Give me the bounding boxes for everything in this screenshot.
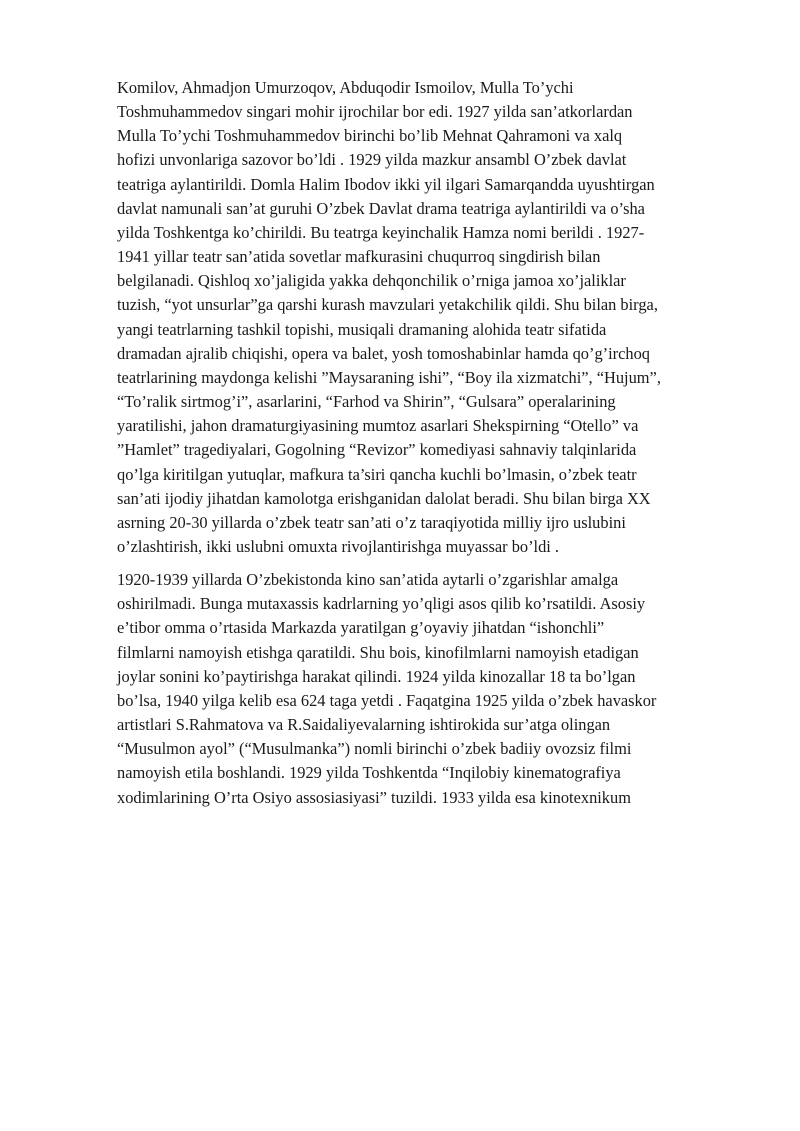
text-line: Toshmuhammedov singari mohir ijrochilar bor edi. 1927 yilda san’atkorlardan <box>117 102 633 122</box>
text-line: belgilanadi. Qishloq xo’jaligida yakka dehqonchilik o’rniga jamoa xo’jaliklar <box>117 271 626 291</box>
text-line: teatriga aylantirildi. Domla Halim Ibodov ikki yil ilgari Samarqandda uyushtirgan <box>117 174 655 194</box>
text-line: “Musulmon ayol” (“Musulmanka”) nomli birinchi o’zbek badiiy ovozsiz filmi <box>117 739 632 759</box>
text-line: 1941 yillar teatr san’atida sovetlar mafkurasini chuqurroq singdirish bilan <box>117 247 601 267</box>
text-line: o’zlashtirish, ikki uslubni omuxta rivojlantirishga muyassar bo’ldi . <box>117 536 560 556</box>
text-line: qo’lga kiritilgan yutuqlar, mafkura ta’siri qancha kuchli bo’lmasin, o’zbek teatr <box>117 464 637 484</box>
text-line: dramadan ajralib chiqishi, opera va balet, yosh tomoshabinlar hamda qo’g’irchoq <box>117 343 650 363</box>
text-line: yaratilishi, jahon dramaturgiyasining mumtoz asarlari Shekspirning “Otello” va <box>117 416 639 436</box>
text-line: asrning 20-30 yillarda o’zbek teatr san’ati o’z taraqiyotida milliy ijro uslubini <box>117 512 626 532</box>
text-line: artistlari S.Rahmatova va R.Saidaliyevalarning ishtirokida sur’atga olingan <box>117 715 611 735</box>
text-line: Komilov, Ahmadjon Umurzoqov, Abduqodir Ismoilov, Mulla To’ychi <box>117 78 574 97</box>
text-line: hofizi unvonlariga sazovor bo’ldi . 1929 yilda mazkur ansambl O’zbek davlat <box>117 150 627 170</box>
paragraph <box>117 76 717 559</box>
text-line: yangi teatrlarning tashkil topishi, musiqali dramaning alohida teatr sifatida <box>117 319 607 339</box>
text-line: 1920-1939 yillarda O’zbekistonda kino san’atida aytarli o’zgarishlar amalga <box>117 570 619 590</box>
text-line: oshirilmadi. Bunga mutaxassis kadrlarning yo’qligi asos qilib ko’rsatildi. Asosiy <box>117 594 646 614</box>
text-line: filmlarni namoyish etishga qaratildi. Shu bois, kinofilmlarni namoyish etadigan <box>117 642 639 662</box>
text-line: e’tibor omma o’rtasida Markazda yaratilgan g’oyaviy jihatdan “ishonchli” <box>117 618 605 638</box>
text-line: teatrlarining maydonga kelishi ”Maysaraning ishi”, “Boy ila xizmatchi”, “Hujum”, <box>117 367 661 387</box>
text-line: tuzish, “yot unsurlar”ga qarshi kurash mavzulari yetakchilik qildi. Shu bilan birga, <box>117 295 658 315</box>
text-line: yilda Toshkentga ko’chirildi. Bu teatrga keyinchalik Hamza nomi berildi . 1927- <box>117 222 645 242</box>
paragraph <box>117 568 717 810</box>
text-line: Mulla To’ychi Toshmuhammedov birinchi bo’lib Mehnat Qahramoni va xalq <box>117 126 623 146</box>
text-line: namoyish etila boshlandi. 1929 yilda Toshkentda “Inqilobiy kinematografiya <box>117 763 621 783</box>
text-line: bo’lsa, 1940 yilga kelib esa 624 taga yetdi . Faqatgina 1925 yilda o’zbek havaskor <box>117 690 657 710</box>
text-line: ”Hamlet” tragediyalari, Gogolning “Revizor” komediyasi sahnaviy talqinlarida <box>117 440 637 460</box>
document-body <box>117 76 717 810</box>
text-line: joylar sonini ko’paytirishga harakat qilindi. 1924 yilda kinozallar 18 ta bo’lgan <box>117 666 636 686</box>
text-line: davlat namunali san’at guruhi O’zbek Davlat drama teatriga aylantirildi va o’sha <box>117 198 645 218</box>
text-line: san’ati ijodiy jihatdan kamolotga erishganidan dalolat beradi. Shu bilan birga XX <box>117 488 651 508</box>
text-line: xodimlarining O’rta Osiyo assosiasiyasi” tuzildi. 1933 yilda esa kinotexnikum <box>117 787 631 807</box>
text-line: “To’ralik sirtmog’i”, asarlarini, “Farhod va Shirin”, “Gulsara” operalarining <box>117 392 616 412</box>
